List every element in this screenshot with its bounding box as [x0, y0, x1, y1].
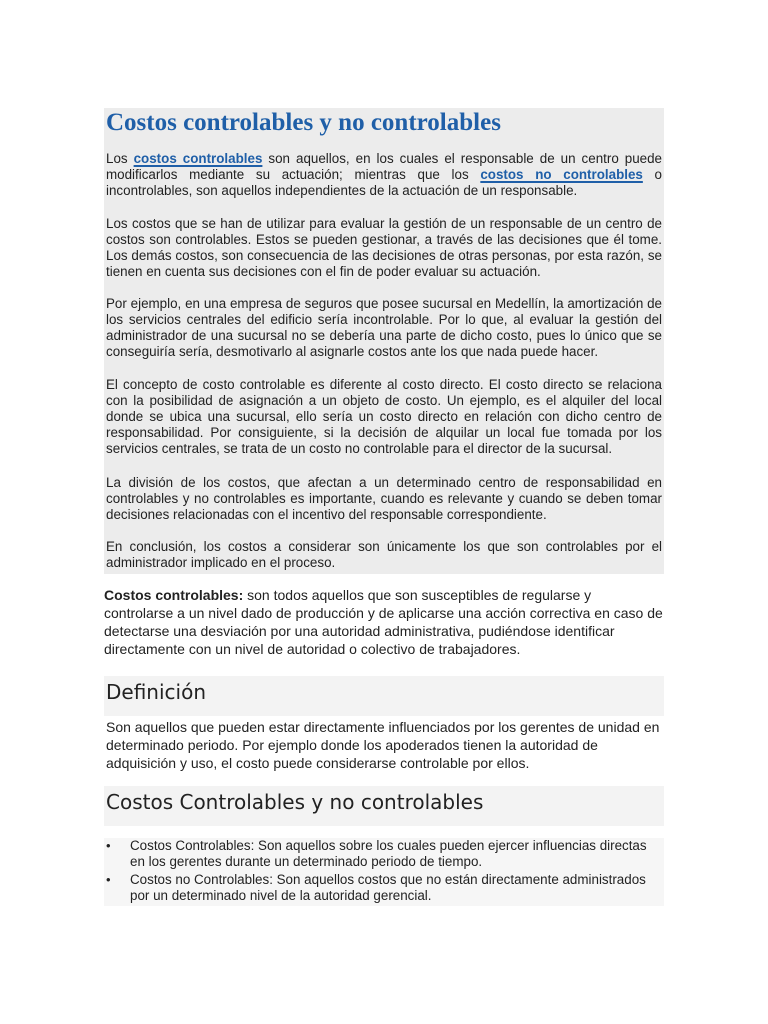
- heading-costos-controlables: Costos Controlables y no controlables: [106, 790, 484, 814]
- link-costos-controlables[interactable]: costos controlables: [133, 151, 263, 166]
- term-label: Costos controlables:: [104, 587, 244, 603]
- intro-text-b: son aquellos, en los cuales el responsable de un centro puede modificarlos mediante su actuación; mientras que los: [106, 151, 663, 182]
- heading-definicion: Definición: [106, 680, 206, 704]
- paragraph-division: La división de los costos, que afectan a un determinado centro de responsabilidad en controlables y no controlables es importante, cuando es relevante y cuando se deben tomar decisiones relacionadas con el incentivo del responsable correspondiente.: [106, 475, 662, 522]
- bullet-icon: •: [106, 838, 111, 853]
- list-item-text: Costos no Controlables: Son aquellos costos que no están directamente administrados por un determinado nivel de la autoridad gerencial.: [130, 872, 646, 903]
- bullet-list: [104, 838, 664, 904]
- page-title: Costos controlables y no controlables: [106, 109, 501, 136]
- list-item: [104, 838, 664, 870]
- list-item-text: Costos Controlables: Son aquellos sobre los cuales pueden ejercer influencias directas en los gerentes durante un determinado periodo de tiempo.: [130, 838, 647, 869]
- paragraph-conclusion: En conclusión, los costos a considerar son únicamente los que son controlables por el administrador implicado en el proceso.: [106, 539, 662, 570]
- paragraph-concepto: El concepto de costo controlable es diferente al costo directo. El costo directo se relaciona con la posibilidad de asignación a un objeto de costo. Un ejemplo, es el alquiler del local donde se ubica una sucursal, ello sería un costo directo en relación con dicho centro de responsabilidad. Por consiguiente, si la decisión de alquilar un local fue tomada por los servicios centrales, se trata de un costo no controlable para el director de la sucursal.: [106, 377, 662, 456]
- intro-text-a: Los: [106, 151, 134, 166]
- bullet-list-box: [104, 838, 664, 906]
- paragraph-definicion: Son aquellos que pueden estar directamente influenciados por los gerentes de unidad en determinado periodo. Por ejemplo donde los apoderados tienen la autoridad de adquisición y uso, el costo puede considerarse controlable por ellos.: [106, 719, 660, 771]
- paragraph-ejemplo: Por ejemplo, en una empresa de seguros que posee sucursal en Medellín, la amortización de los servicios centrales del edificio sería incontrolable. Por lo que, al evaluar la gestión del administrador de una sucursal no se debería una parte de dicho costo, pues lo único que se conseguiría sería, desmotivarlo al asignarle costos ante los que nada puede hacer.: [106, 296, 662, 359]
- heading-box-costos: [104, 786, 664, 826]
- term-definition: son todos aquellos que son susceptibles de regularse y controlarse a un nivel dado de producción y de aplicarse una acción correctiva en caso de detectarse una desviación por una autoridad administrativa, pudiéndose identificar directamente con un nivel de autoridad o colectivo de trabajadores.: [104, 587, 663, 657]
- link-costos-no-controlables[interactable]: costos no controlables: [480, 167, 643, 182]
- paragraph-evaluacion: Los costos que se han de utilizar para evaluar la gestión de un responsable de un centro de costos son controlables. Estos se pueden gestionar, a través de las decisiones que él tome. Los demás costos, son consecuencia de las decisiones de otras personas, por esta razón, se tienen en cuenta sus decisiones con el fin de poder evaluar su actuación.: [106, 216, 662, 279]
- bullet-icon: •: [106, 872, 111, 887]
- list-item: [104, 872, 664, 904]
- paragraph-costos-controlables-def: [104, 586, 664, 658]
- heading-box-definicion: [104, 676, 664, 716]
- section-costos-controlables: [104, 108, 664, 574]
- paragraph-intro: [106, 151, 662, 199]
- intro-text-c: o incontrolables, son aquellos independientes de la actuación de un responsable.: [106, 167, 662, 198]
